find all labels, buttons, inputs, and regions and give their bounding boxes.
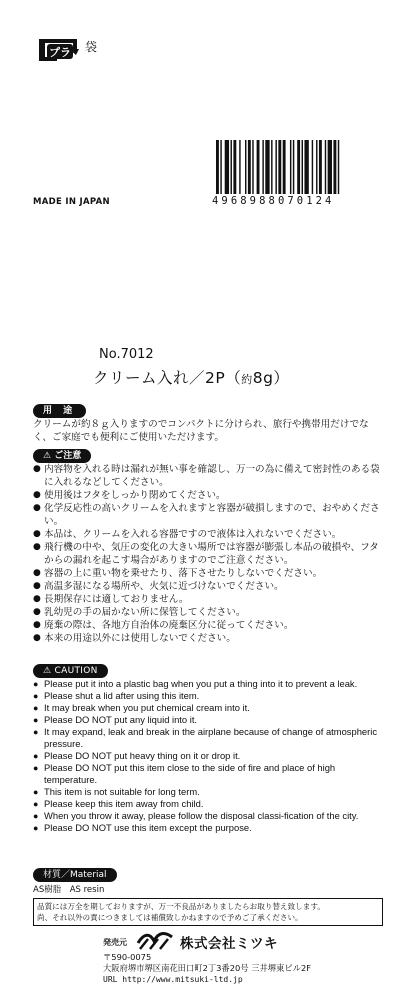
barcode-bar (297, 140, 300, 194)
barcode-bar (338, 140, 339, 194)
company-name: 株式会社ミツキ (180, 936, 278, 952)
list-item: ● 内容物を入れる時は漏れが無い事を確認し、万一の為に備えて密封性のある袋に入れるなどしてください。 (33, 463, 385, 489)
list-item: ● 高温多湿になる場所や、火気に近づけないでください。 (33, 580, 385, 593)
model-number: No.7012 (99, 347, 154, 362)
barcode-bar (302, 140, 303, 194)
title-end: 8g） (252, 369, 290, 387)
barcode-bar (265, 140, 269, 194)
usage-text: クリームが約８ｇ入りますのでコンパクトに分けられ、旅行や携帯用だけでなく、ご家庭でも便利にご使用いただけます。 (33, 419, 369, 443)
list-item: ● 容器の上に重い物を乗せたり、落下させたりしないでください。 (33, 567, 385, 580)
barcode-bar (248, 140, 251, 194)
list-item: ● 乳幼児の手の届かない所に保管してください。 (33, 606, 385, 619)
origin-label: MADE IN JAPAN (33, 197, 110, 207)
barcode-bar (271, 140, 272, 194)
company-url: URL http://www.mitsuki-ltd.jp (103, 975, 243, 984)
list-item: ● 本品は、クリームを入れる容器ですので液体は入れないでください。 (33, 528, 385, 541)
barcode-bar (239, 140, 240, 194)
caution-jp-heading: ⚠ ご注意 (33, 449, 91, 463)
barcode-bar (275, 140, 276, 194)
list-item: ● Please keep this item away from child. (33, 798, 385, 810)
notice-line-2: 尚、それ以外の責につきましては補償致しかねますので予めご了承ください。 (37, 913, 303, 922)
barcode-bar (245, 140, 246, 194)
svg-text:プラ: プラ (49, 46, 71, 59)
barcode-bar (257, 140, 260, 194)
mitsuki-logo-icon (136, 929, 174, 951)
barcode-bar (328, 140, 332, 194)
list-item: ● Please DO NOT put any liquid into it. (33, 714, 385, 726)
barcode-bar (216, 140, 219, 194)
caution-en-heading: ⚠ CAUTION (33, 664, 108, 678)
seller-label: 発売元 (103, 938, 127, 947)
barcode-bar (316, 140, 317, 194)
pla-recycle-mark-icon (33, 35, 79, 65)
barcode (216, 140, 354, 194)
caution-en-list (33, 678, 385, 834)
barcode-bar (293, 140, 294, 194)
barcode-bar (233, 140, 236, 194)
barcode-bar (290, 140, 291, 194)
list-item: ● Please DO NOT put heavy thing on it or drop it. (33, 750, 385, 762)
barcode-bar (325, 140, 326, 194)
list-item: ● It may expand, leak and break in the airplane because of change of atmospheric pressure. (33, 726, 385, 750)
company-address: 大阪府堺市堺区南花田口町2丁3番20号 三井堺東ビル2F (103, 963, 312, 973)
recycle-label: 袋 (85, 40, 98, 54)
barcode-bar (333, 140, 336, 194)
list-item: ● 飛行機の中や、気圧の変化の大きい場所では容器が膨張し本品の破損や、フタからの漏れを起こす場合がありますのでご注意ください。 (33, 541, 385, 567)
list-item: ● Please DO NOT use this item except the purpose. (33, 822, 385, 834)
material-heading: 材質／Material (33, 868, 117, 882)
barcode-bar (252, 140, 253, 194)
barcode-bar (262, 140, 263, 194)
postal-code: 〒590-0075 (103, 952, 152, 962)
product-title (93, 366, 289, 388)
barcode-bar (312, 140, 313, 194)
list-item: ● 長期保存には適しておりません。 (33, 593, 385, 606)
caution-jp-list (33, 463, 385, 645)
list-item: ● 化学反応性の高いクリームを入れますと容器が破損しますので、おやめください。 (33, 502, 385, 528)
list-item: ● 使用後はフタをしっかり閉めてください。 (33, 489, 385, 502)
list-item: ● Please DO NOT put this item close to the side of fire and place of high temperature. (33, 762, 385, 786)
material-text: AS樹脂 AS resin (33, 885, 105, 895)
barcode-bar (220, 140, 221, 194)
list-item: ● When you throw it away, please follow the disposal classi-fication of the city. (33, 810, 385, 822)
list-item: ● It may break when you put chemical cream into it. (33, 702, 385, 714)
title-small: 約 (241, 373, 253, 386)
barcode-bar (278, 140, 281, 194)
barcode-bar (231, 140, 232, 194)
barcode-bar (304, 140, 308, 194)
notice-line-1: 品質には万全を期しておりますが、万一不良品がありましたらお取り替え致します。 (37, 902, 325, 911)
barcode-bar (319, 140, 322, 194)
barcode-bar (283, 140, 286, 194)
list-item: ● This item is not suitable for long term. (33, 786, 385, 798)
quality-notice (33, 898, 383, 926)
usage-heading: 用 途 (33, 404, 86, 418)
barcode-digits: 4968988070124 (212, 195, 335, 207)
list-item: ● Please shut a lid after using this item. (33, 690, 385, 702)
list-item: ● 本来の用途以外には使用しないでください。 (33, 632, 385, 645)
list-item: ● 廃棄の際は、各地方自治体の廃棄区分に従ってください。 (33, 619, 385, 632)
list-item: ● Please put it into a plastic bag when you put a thing into it to prevent a leak. (33, 678, 385, 690)
title-main: クリーム入れ／2P（ (93, 369, 242, 387)
barcode-bar (225, 140, 229, 194)
